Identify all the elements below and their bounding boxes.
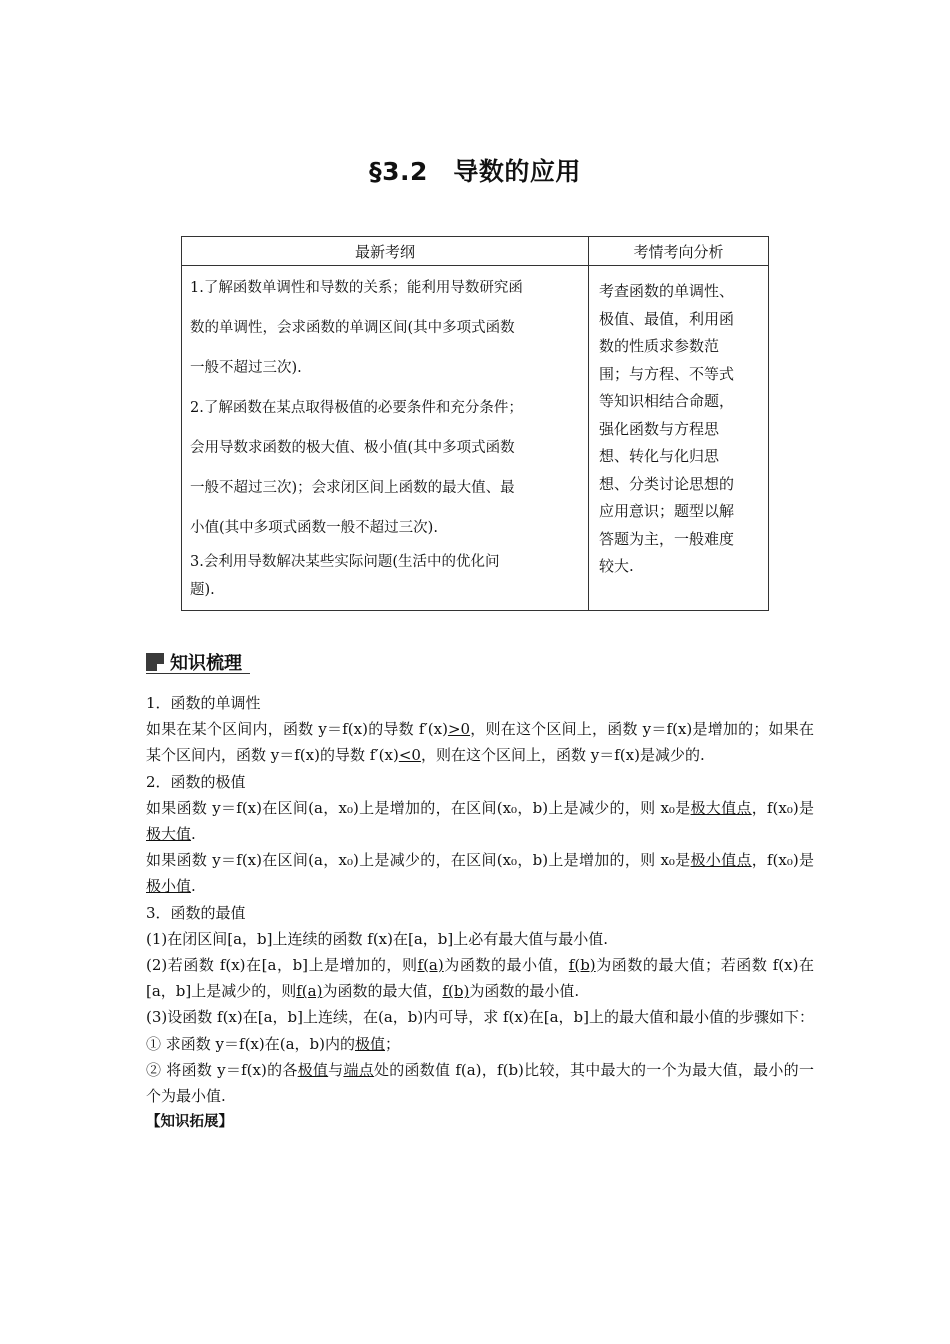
outline-right-cell xyxy=(589,266,769,611)
text-run: . xyxy=(191,825,196,844)
text-run: 如果函数 y＝f(x)在区间(a，x₀)上是减少的，在区间(x₀，b)上是增加的，则 x₀是 xyxy=(146,851,691,870)
outline-right-line: 极值、最值，利用函 xyxy=(599,309,735,328)
underlined-text: f(a) xyxy=(296,982,323,1001)
text-run: 为函数的最大值；若函数 f(x)在[a，b]上是减少的，则 xyxy=(146,956,814,1001)
outline-header-right: 考情考向分析 xyxy=(589,237,769,266)
outline-left-line: 小值(其中多项式函数一般不超过三次). xyxy=(190,520,438,536)
outline-left-line: 1.了解函数单调性和导数的关系；能利用导数研究函 xyxy=(190,280,523,296)
paragraph-max-min-1: (1)在闭区间[a，b]上连续的函数 f(x)在[a，b]上必有最大值与最小值. xyxy=(146,929,608,948)
outline-right-line: 等知识相结合命题， xyxy=(599,392,735,410)
text-run: ； xyxy=(385,1034,401,1053)
text-run: 为函数的最小值， xyxy=(443,956,569,975)
outline-right-line: 较大. xyxy=(599,557,634,575)
outline-left-line: 一般不超过三次). xyxy=(190,360,302,376)
underlined-text: 极大值 xyxy=(146,825,192,844)
outline-left-line: 一般不超过三次)；会求闭区间上函数的最大值、最 xyxy=(190,480,515,496)
heading-monotonicity: 1．函数的单调性 xyxy=(146,694,261,712)
text-run: (2)若函数 f(x)在[a，b]上是增加的，则 xyxy=(146,956,418,975)
text-run: ② 将函数 y＝f(x)的各 xyxy=(146,1060,298,1079)
text-run: 为函数的最大值， xyxy=(322,982,443,1001)
outline-right-line: 应用意识；题型以解 xyxy=(599,502,735,520)
underlined-text: 端点 xyxy=(343,1060,374,1079)
outline-right-line: 想、分类讨论思想的 xyxy=(599,474,735,493)
step-1 xyxy=(146,1031,814,1057)
knowledge-extension-label: 【知识拓展】 xyxy=(146,1114,233,1131)
paragraph-local-max xyxy=(146,795,814,847)
page-title: §3.2 导数的应用 xyxy=(369,157,581,186)
paragraph-monotonicity xyxy=(146,716,814,768)
outline-right-line: 想、转化与化归思 xyxy=(599,447,720,465)
outline-right-line: 强化函数与方程思 xyxy=(599,419,720,438)
section-header xyxy=(146,649,242,675)
outline-left-line: 数的单调性，会求函数的单调区间(其中多项式函数 xyxy=(190,320,515,336)
outline-right-line: 答题为主，一般难度 xyxy=(599,529,735,548)
outline-left-line: 题). xyxy=(190,582,215,598)
text-run: ，f(x₀)是 xyxy=(751,851,814,870)
text-run: . xyxy=(191,877,196,896)
underlined-text: 极值 xyxy=(354,1034,385,1053)
text-run: 如果在某个区间内，函数 y＝f(x)的导数 f′(x) xyxy=(146,720,448,739)
outline-table xyxy=(181,236,769,611)
text-run: ，则在这个区间上，函数 y＝f(x)是增加的；如果在某个区间内，函数 y＝f(x)的导数 f′(x) xyxy=(146,720,814,765)
section-marker-icon xyxy=(146,653,164,671)
underlined-text: 极小值 xyxy=(146,877,192,896)
underlined-text: f(a) xyxy=(417,956,444,975)
underlined-text: f(b) xyxy=(442,982,470,1001)
text-run: ，则在这个区间上，函数 y＝f(x)是减少的. xyxy=(420,746,705,765)
outline-left-line: 3.会利用导数解决某些实际问题(生活中的优化问 xyxy=(190,554,500,570)
text-run: 与 xyxy=(328,1060,344,1079)
underlined-text: <0 xyxy=(398,746,421,765)
paragraph-max-min-2 xyxy=(146,952,814,1004)
outline-header-left: 最新考纲 xyxy=(182,237,589,266)
heading-extrema: 2．函数的极值 xyxy=(146,772,246,791)
section-title: 知识梳理 xyxy=(170,653,242,674)
outline-right-line: 围；与方程、不等式 xyxy=(599,364,735,383)
text-run: 如果函数 y＝f(x)在区间(a，x₀)上是增加的，在区间(x₀，b)上是减少的，则 x₀是 xyxy=(146,798,691,817)
paragraph-local-min xyxy=(146,847,814,899)
outline-left-cell xyxy=(182,266,589,611)
outline-right-line: 数的性质求参数范 xyxy=(599,337,720,355)
outline-right-line: 考查函数的单调性、 xyxy=(599,282,735,300)
knowledge-body xyxy=(146,690,814,1135)
underlined-text: f(b) xyxy=(568,956,596,975)
text-run: 为函数的最小值. xyxy=(469,982,580,1001)
step-2 xyxy=(146,1057,814,1109)
underlined-text: >0 xyxy=(447,720,471,739)
underlined-text: 极值 xyxy=(297,1060,329,1079)
underlined-text: 极小值点 xyxy=(690,851,752,870)
outline-left-line: 会用导数求函数的极大值、极小值(其中多项式函数 xyxy=(190,440,515,456)
outline-left-line: 2.了解函数在某点取得极值的必要条件和充分条件； xyxy=(190,400,523,416)
underlined-text: 极大值点 xyxy=(690,798,752,817)
section-divider xyxy=(146,673,250,674)
paragraph-max-min-3: (3)设函数 f(x)在[a，b]上连续，在(a，b)内可导，求 f(x)在[a，b]上的最大值和最小值的步骤如下： xyxy=(146,1008,814,1027)
heading-max-min: 3．函数的最值 xyxy=(146,903,246,922)
text-run: ，f(x₀)是 xyxy=(751,798,814,817)
text-run: 处的函数值 f(a)，f(b)比较，其中最大的一个为最大值，最小的一个为最小值. xyxy=(146,1060,814,1106)
text-run: ① 求函数 y＝f(x)在(a，b)内的 xyxy=(146,1034,355,1053)
